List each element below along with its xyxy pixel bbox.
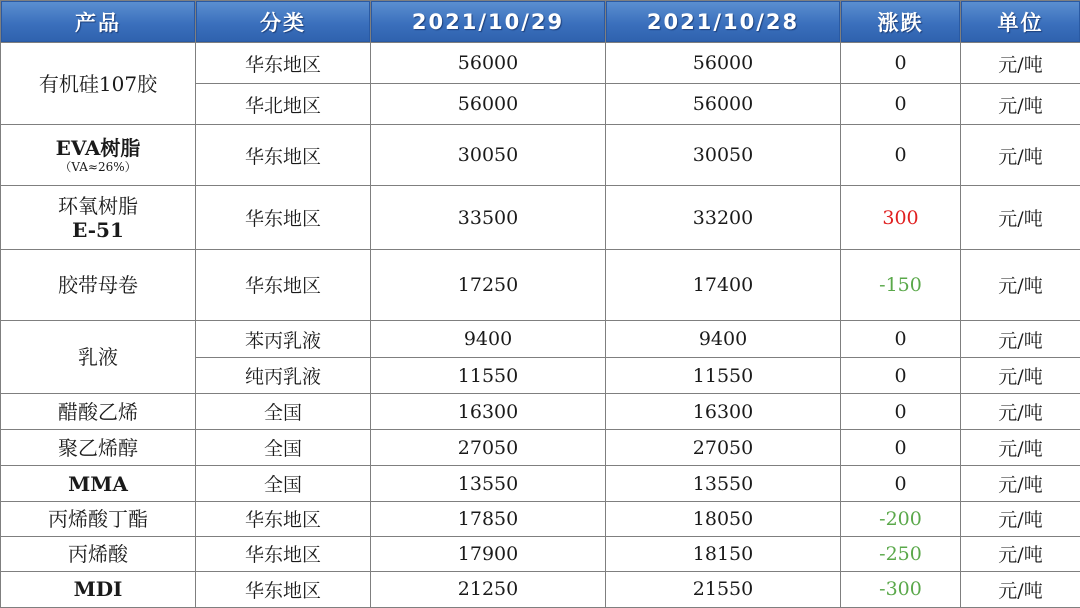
price-1029-cell: 11550: [371, 358, 606, 394]
price-1028-cell: 30050: [606, 125, 841, 186]
price-1028-cell: 18150: [606, 536, 841, 571]
price-1028-cell: 33200: [606, 186, 841, 249]
category-cell: 华东地区: [196, 43, 371, 84]
unit-cell: 元/吨: [961, 466, 1080, 501]
unit-cell: 元/吨: [961, 320, 1080, 357]
unit-cell: 元/吨: [961, 249, 1080, 320]
change-cell: 0: [841, 466, 961, 501]
table-row: [1, 466, 1080, 501]
product-cell: 丙烯酸丁酯: [1, 501, 196, 536]
price-1029-cell: 9400: [371, 320, 606, 357]
table-row: [1, 571, 1080, 607]
unit-cell: 元/吨: [961, 186, 1080, 249]
price-1028-cell: 16300: [606, 394, 841, 430]
price-1029-cell: 13550: [371, 466, 606, 501]
price-1029-cell: 30050: [371, 125, 606, 186]
change-cell: 0: [841, 394, 961, 430]
product-name: EVA树脂: [55, 136, 141, 161]
change-cell: 0: [841, 43, 961, 84]
price-1029-cell: 33500: [371, 186, 606, 249]
table-row: [1, 186, 1080, 249]
change-cell: 300: [841, 186, 961, 249]
category-cell: 华东地区: [196, 125, 371, 186]
product-cell: [1, 125, 196, 186]
product-cell: 醋酸乙烯: [1, 394, 196, 430]
change-cell: -250: [841, 536, 961, 571]
product-cell: 有机硅107胶: [1, 43, 196, 125]
table-body: [1, 43, 1080, 608]
change-cell: 0: [841, 84, 961, 125]
header-unit: 单位: [961, 1, 1080, 43]
unit-cell: 元/吨: [961, 536, 1080, 571]
category-cell: 华东地区: [196, 186, 371, 249]
header-product: 产品: [1, 1, 196, 43]
product-cell: [1, 466, 196, 501]
unit-cell: 元/吨: [961, 501, 1080, 536]
table-row: [1, 501, 1080, 536]
unit-cell: 元/吨: [961, 394, 1080, 430]
price-1029-cell: 56000: [371, 84, 606, 125]
category-cell: 全国: [196, 430, 371, 466]
price-1029-cell: 27050: [371, 430, 606, 466]
product-name: 环氧树脂: [58, 193, 138, 218]
price-1028-cell: 11550: [606, 358, 841, 394]
change-cell: -150: [841, 249, 961, 320]
header-date-1029: 2021/10/29: [371, 1, 606, 43]
product-cell: [1, 186, 196, 249]
price-1028-cell: 13550: [606, 466, 841, 501]
category-cell: 华东地区: [196, 536, 371, 571]
price-1028-cell: 17400: [606, 249, 841, 320]
change-cell: 0: [841, 358, 961, 394]
price-1029-cell: 56000: [371, 43, 606, 84]
price-1029-cell: 17850: [371, 501, 606, 536]
unit-cell: 元/吨: [961, 43, 1080, 84]
category-cell: 全国: [196, 394, 371, 430]
table-row: [1, 320, 1080, 357]
table-row: [1, 249, 1080, 320]
header-date-1028: 2021/10/28: [606, 1, 841, 43]
table-header: [1, 1, 1080, 43]
price-1028-cell: 18050: [606, 501, 841, 536]
product-grade: E-51: [72, 217, 124, 242]
price-1028-cell: 21550: [606, 571, 841, 607]
unit-cell: 元/吨: [961, 84, 1080, 125]
product-cell: 胶带母卷: [1, 249, 196, 320]
price-1029-cell: 16300: [371, 394, 606, 430]
change-cell: 0: [841, 430, 961, 466]
product-cell: 聚乙烯醇: [1, 430, 196, 466]
unit-cell: 元/吨: [961, 571, 1080, 607]
price-1028-cell: 56000: [606, 84, 841, 125]
table-row: [1, 43, 1080, 84]
price-1028-cell: 56000: [606, 43, 841, 84]
change-cell: -200: [841, 501, 961, 536]
category-cell: 华东地区: [196, 249, 371, 320]
category-cell: 纯丙乳液: [196, 358, 371, 394]
category-cell: 苯丙乳液: [196, 320, 371, 357]
header-change: 涨跌: [841, 1, 961, 43]
product-name: MMA: [68, 471, 128, 496]
product-cell: [1, 571, 196, 607]
unit-cell: 元/吨: [961, 358, 1080, 394]
table-row: [1, 430, 1080, 466]
product-cell: 乳液: [1, 320, 196, 393]
product-cell: 丙烯酸: [1, 536, 196, 571]
table-row: [1, 125, 1080, 186]
change-cell: 0: [841, 320, 961, 357]
price-1029-cell: 21250: [371, 571, 606, 607]
category-cell: 华东地区: [196, 501, 371, 536]
category-cell: 华北地区: [196, 84, 371, 125]
price-1028-cell: 27050: [606, 430, 841, 466]
product-spec: （VA≈26%）: [59, 160, 137, 175]
price-1029-cell: 17900: [371, 536, 606, 571]
price-1028-cell: 9400: [606, 320, 841, 357]
product-name: MDI: [73, 577, 123, 602]
category-cell: 全国: [196, 466, 371, 501]
unit-cell: 元/吨: [961, 125, 1080, 186]
table-row: [1, 394, 1080, 430]
header-category: 分类: [196, 1, 371, 43]
price-1029-cell: 17250: [371, 249, 606, 320]
change-cell: 0: [841, 125, 961, 186]
table-row: [1, 536, 1080, 571]
category-cell: 华东地区: [196, 571, 371, 607]
change-cell: -300: [841, 571, 961, 607]
unit-cell: 元/吨: [961, 430, 1080, 466]
